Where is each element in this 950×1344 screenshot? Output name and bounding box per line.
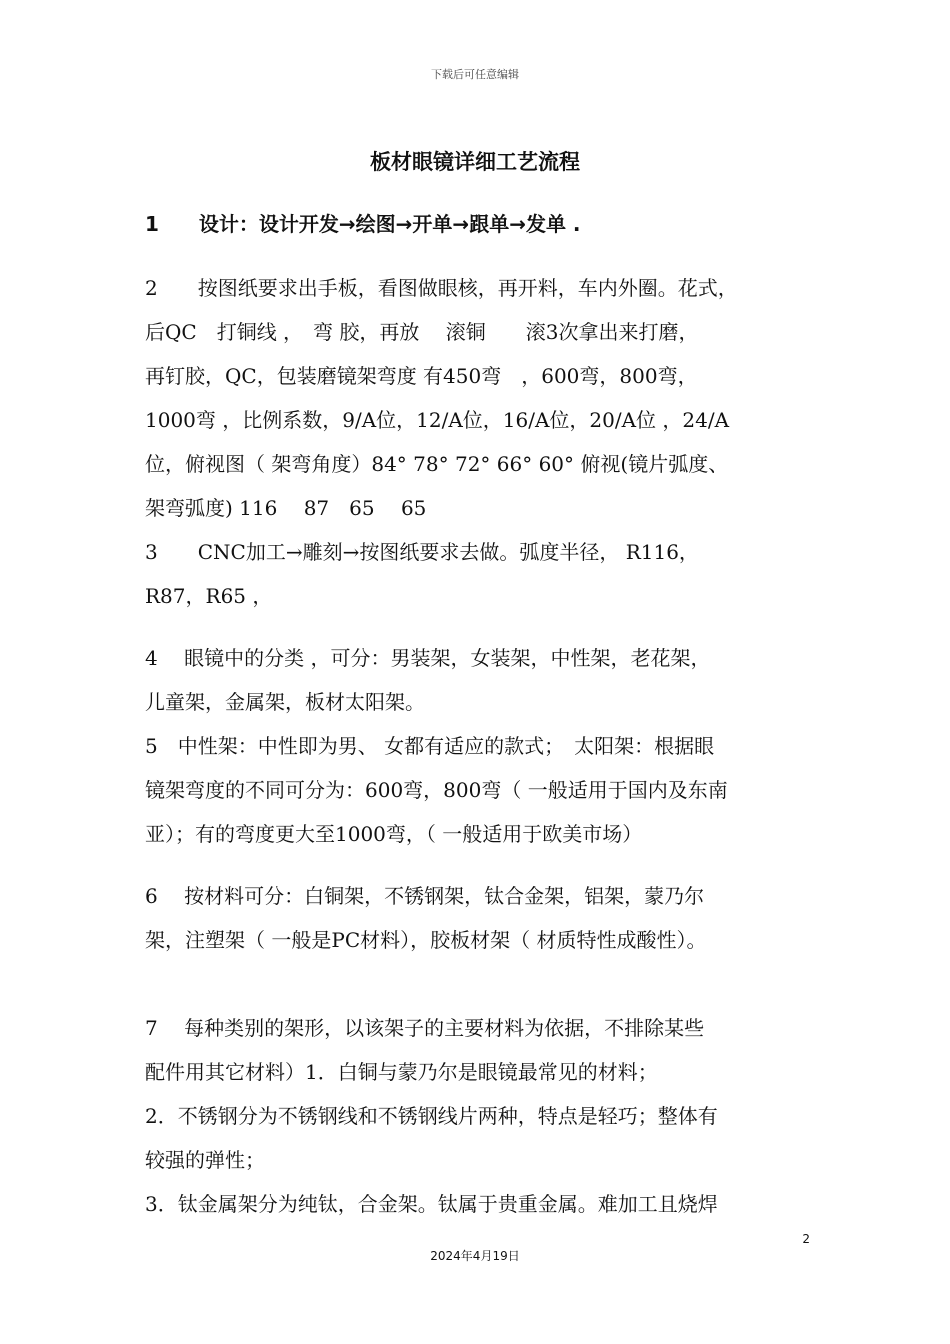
paragraph-line: 4 眼镜中的分类 ，可分：男装架，女装架，中性架，老花架， <box>145 646 711 670</box>
section-classification <box>145 636 810 856</box>
paragraph-line: 1 设计：设计开发→绘图→开单→跟单→发单 . <box>145 212 581 236</box>
section-frame-types <box>145 1006 810 1226</box>
paragraph-line: 后QC 打铜线 ， 弯 胶，再放 滚铜 滚3次拿出来打磨， <box>145 320 699 344</box>
paragraph-line: 亚）；有的弯度更大至1000弯，（ 一般适用于欧美市场） <box>145 822 643 846</box>
paragraph-line: 架，注塑架（ 一般是PC材料），胶板材架（ 材质特性成酸性）。 <box>145 928 707 952</box>
paragraph-line: 架弯弧度) 116 87 65 65 <box>145 496 427 520</box>
footer-date: 2024年4月19日 <box>430 1249 520 1263</box>
page-header: 下载后可任意编辑 <box>431 68 519 81</box>
paragraph-line: 镜架弯度的不同可分为：600弯，800弯（ 一般适用于国内及东南 <box>145 778 728 802</box>
page-number: 2 <box>802 1232 810 1246</box>
paragraph-line: 1000弯 ，比例系数，9/A位，12/A位，16/A位，20/A位 ，24/A <box>145 408 730 432</box>
paragraph-line: 2．不锈钢分为不锈钢线和不锈钢线片两种，特点是轻巧；整体有 <box>145 1104 718 1128</box>
paragraph-line: 配件用其它材料）1．白铜与蒙乃尔是眼镜最常见的材料； <box>145 1060 658 1084</box>
paragraph-line: 2 按图纸要求出手板，看图做眼核，再开料，车内外圈。花式， <box>145 276 738 300</box>
section-materials <box>145 874 810 962</box>
section-design <box>145 202 810 246</box>
paragraph-line: 较强的弹性； <box>145 1148 265 1172</box>
paragraph-line: R87，R65 ， <box>145 584 273 608</box>
paragraph-line: 3 CNC加工→雕刻→按图纸要求去做。弧度半径， R116， <box>145 540 699 564</box>
document-title: 板材眼镜详细工艺流程 <box>370 150 580 174</box>
paragraph-line: 7 每种类别的架形，以该架子的主要材料为依据，不排除某些 <box>145 1016 705 1040</box>
paragraph-line: 儿童架，金属架，板材太阳架。 <box>145 690 425 714</box>
paragraph-line: 3．钛金属架分为纯钛，合金架。钛属于贵重金属。难加工且烧焊 <box>145 1192 718 1216</box>
paragraph-line: 5 中性架：中性即为男、 女都有适应的款式； 太阳架：根据眼 <box>145 734 715 758</box>
paragraph-line: 再钉胶，QC，包装磨镜架弯度 有450弯 ，600弯，800弯， <box>145 364 698 388</box>
section-process <box>145 266 810 618</box>
paragraph-line: 位，俯视图（ 架弯角度）84° 78° 72° 66° 60° 俯视(镜片弧度、 <box>145 452 729 476</box>
paragraph-line: 6 按材料可分：白铜架，不锈钢架，钛合金架，铝架，蒙乃尔 <box>145 884 705 908</box>
